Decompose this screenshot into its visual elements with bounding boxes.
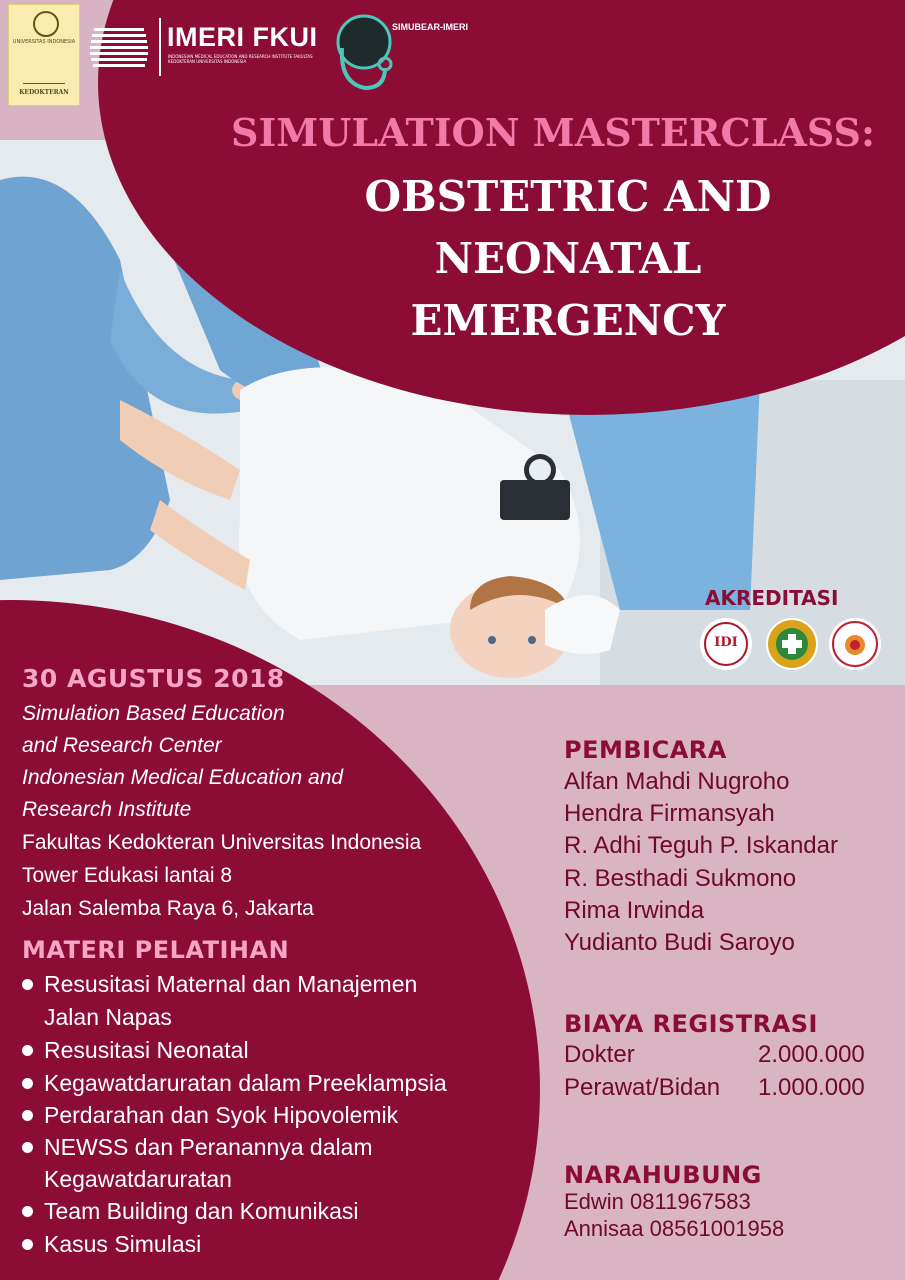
- venue-line: Research Institute: [22, 798, 192, 821]
- bullet-icon: [22, 1142, 33, 1153]
- speaker-name: R. Besthadi Sukmono: [564, 865, 797, 892]
- imeri-subtitle: INDONESIAN MEDICAL EDUCATION AND RESEARCH INSTITUTE FAKULTAS KEDOKTERAN UNIVERSITAS INDONESIA: [168, 54, 313, 64]
- speaker-name: Yudianto Budi Saroyo: [564, 929, 795, 956]
- imeri-divider: [159, 18, 161, 76]
- contact-line: Edwin 0811967583: [564, 1189, 751, 1214]
- contact-line: Annisaa 08561001958: [564, 1216, 785, 1241]
- topic-item: Kasus Simulasi: [44, 1231, 202, 1257]
- fee-value: 1.000.000: [758, 1074, 865, 1101]
- topic-item: Kegawatdaruratan: [44, 1166, 232, 1192]
- idi-seal-text: IDI: [714, 635, 738, 650]
- bullet-icon: [22, 1206, 33, 1217]
- topic-item: NEWSS dan Peranannya dalam: [44, 1134, 373, 1160]
- imeri-building-icon: [90, 20, 152, 74]
- venue-line: Fakultas Kedokteran Universitas Indonesia: [22, 831, 422, 854]
- speaker-name: Hendra Firmansyah: [564, 800, 775, 827]
- ui-logo-text: UNIVERSITAS INDONESIA: [12, 39, 76, 45]
- venue-line: Indonesian Medical Education and: [22, 766, 344, 789]
- venue-line: and Research Center: [22, 734, 222, 757]
- ibi-seal: [829, 618, 881, 670]
- topic-item: Team Building dan Komunikasi: [44, 1198, 359, 1224]
- bullet-icon: [22, 979, 33, 990]
- fee-value: 2.000.000: [758, 1041, 865, 1068]
- topic-item: Kegawatdaruratan dalam Preeklampsia: [44, 1070, 447, 1096]
- idi-seal: [700, 618, 752, 670]
- title-main: [231, 166, 905, 352]
- title-line-3: NEONATAL: [434, 234, 702, 283]
- fee-label: Dokter: [564, 1041, 635, 1068]
- title-line-2: OBSTETRIC AND: [364, 172, 772, 221]
- topic-item: Perdarahan dan Syok Hipovolemik: [44, 1102, 399, 1128]
- pembicara-heading: PEMBICARA: [564, 736, 727, 764]
- bullet-icon: [22, 1078, 33, 1089]
- speaker-name: Rima Irwinda: [564, 897, 705, 924]
- simubear-name: SIMUBEAR-IMERI: [392, 22, 468, 32]
- title-line-1: SIMULATION MASTERCLASS:: [231, 110, 875, 155]
- makara-icon: [33, 11, 59, 37]
- narahubung-heading: NARAHUBUNG: [564, 1161, 762, 1189]
- bullet-icon: [22, 1110, 33, 1121]
- universitas-indonesia-logo: [8, 4, 80, 106]
- bullet-icon: [22, 1239, 33, 1250]
- event-date: 30 AGUSTUS 2018: [22, 664, 285, 693]
- topic-item: Resusitasi Neonatal: [44, 1037, 249, 1063]
- ppni-seal: [766, 618, 818, 670]
- venue-line: Tower Edukasi lantai 8: [22, 864, 233, 887]
- logo-divider: [23, 83, 65, 84]
- akreditasi-label: AKREDITASI: [705, 586, 839, 610]
- venue-line: Jalan Salemba Raya 6, Jakarta: [22, 897, 314, 920]
- topic-item: Resusitasi Maternal dan Manajemen: [44, 971, 418, 997]
- title-line-4: EMERGENCY: [410, 296, 726, 345]
- ibi-seal-icon: [829, 618, 881, 670]
- materi-heading: MATERI PELATIHAN: [22, 936, 290, 964]
- ppni-seal-icon: [766, 618, 818, 670]
- ui-faculty-text: KEDOKTERAN: [19, 89, 69, 96]
- imeri-fkui-name: IMERI FKUI: [167, 22, 318, 52]
- speaker-name: Alfan Mahdi Nugroho: [564, 768, 790, 795]
- bullet-icon: [22, 1045, 33, 1056]
- biaya-heading: BIAYA REGISTRASI: [564, 1010, 818, 1038]
- topic-item: Jalan Napas: [44, 1004, 172, 1030]
- fee-label: Perawat/Bidan: [564, 1074, 721, 1101]
- speaker-name: R. Adhi Teguh P. Iskandar: [564, 832, 838, 859]
- venue-line: Simulation Based Education: [22, 702, 285, 725]
